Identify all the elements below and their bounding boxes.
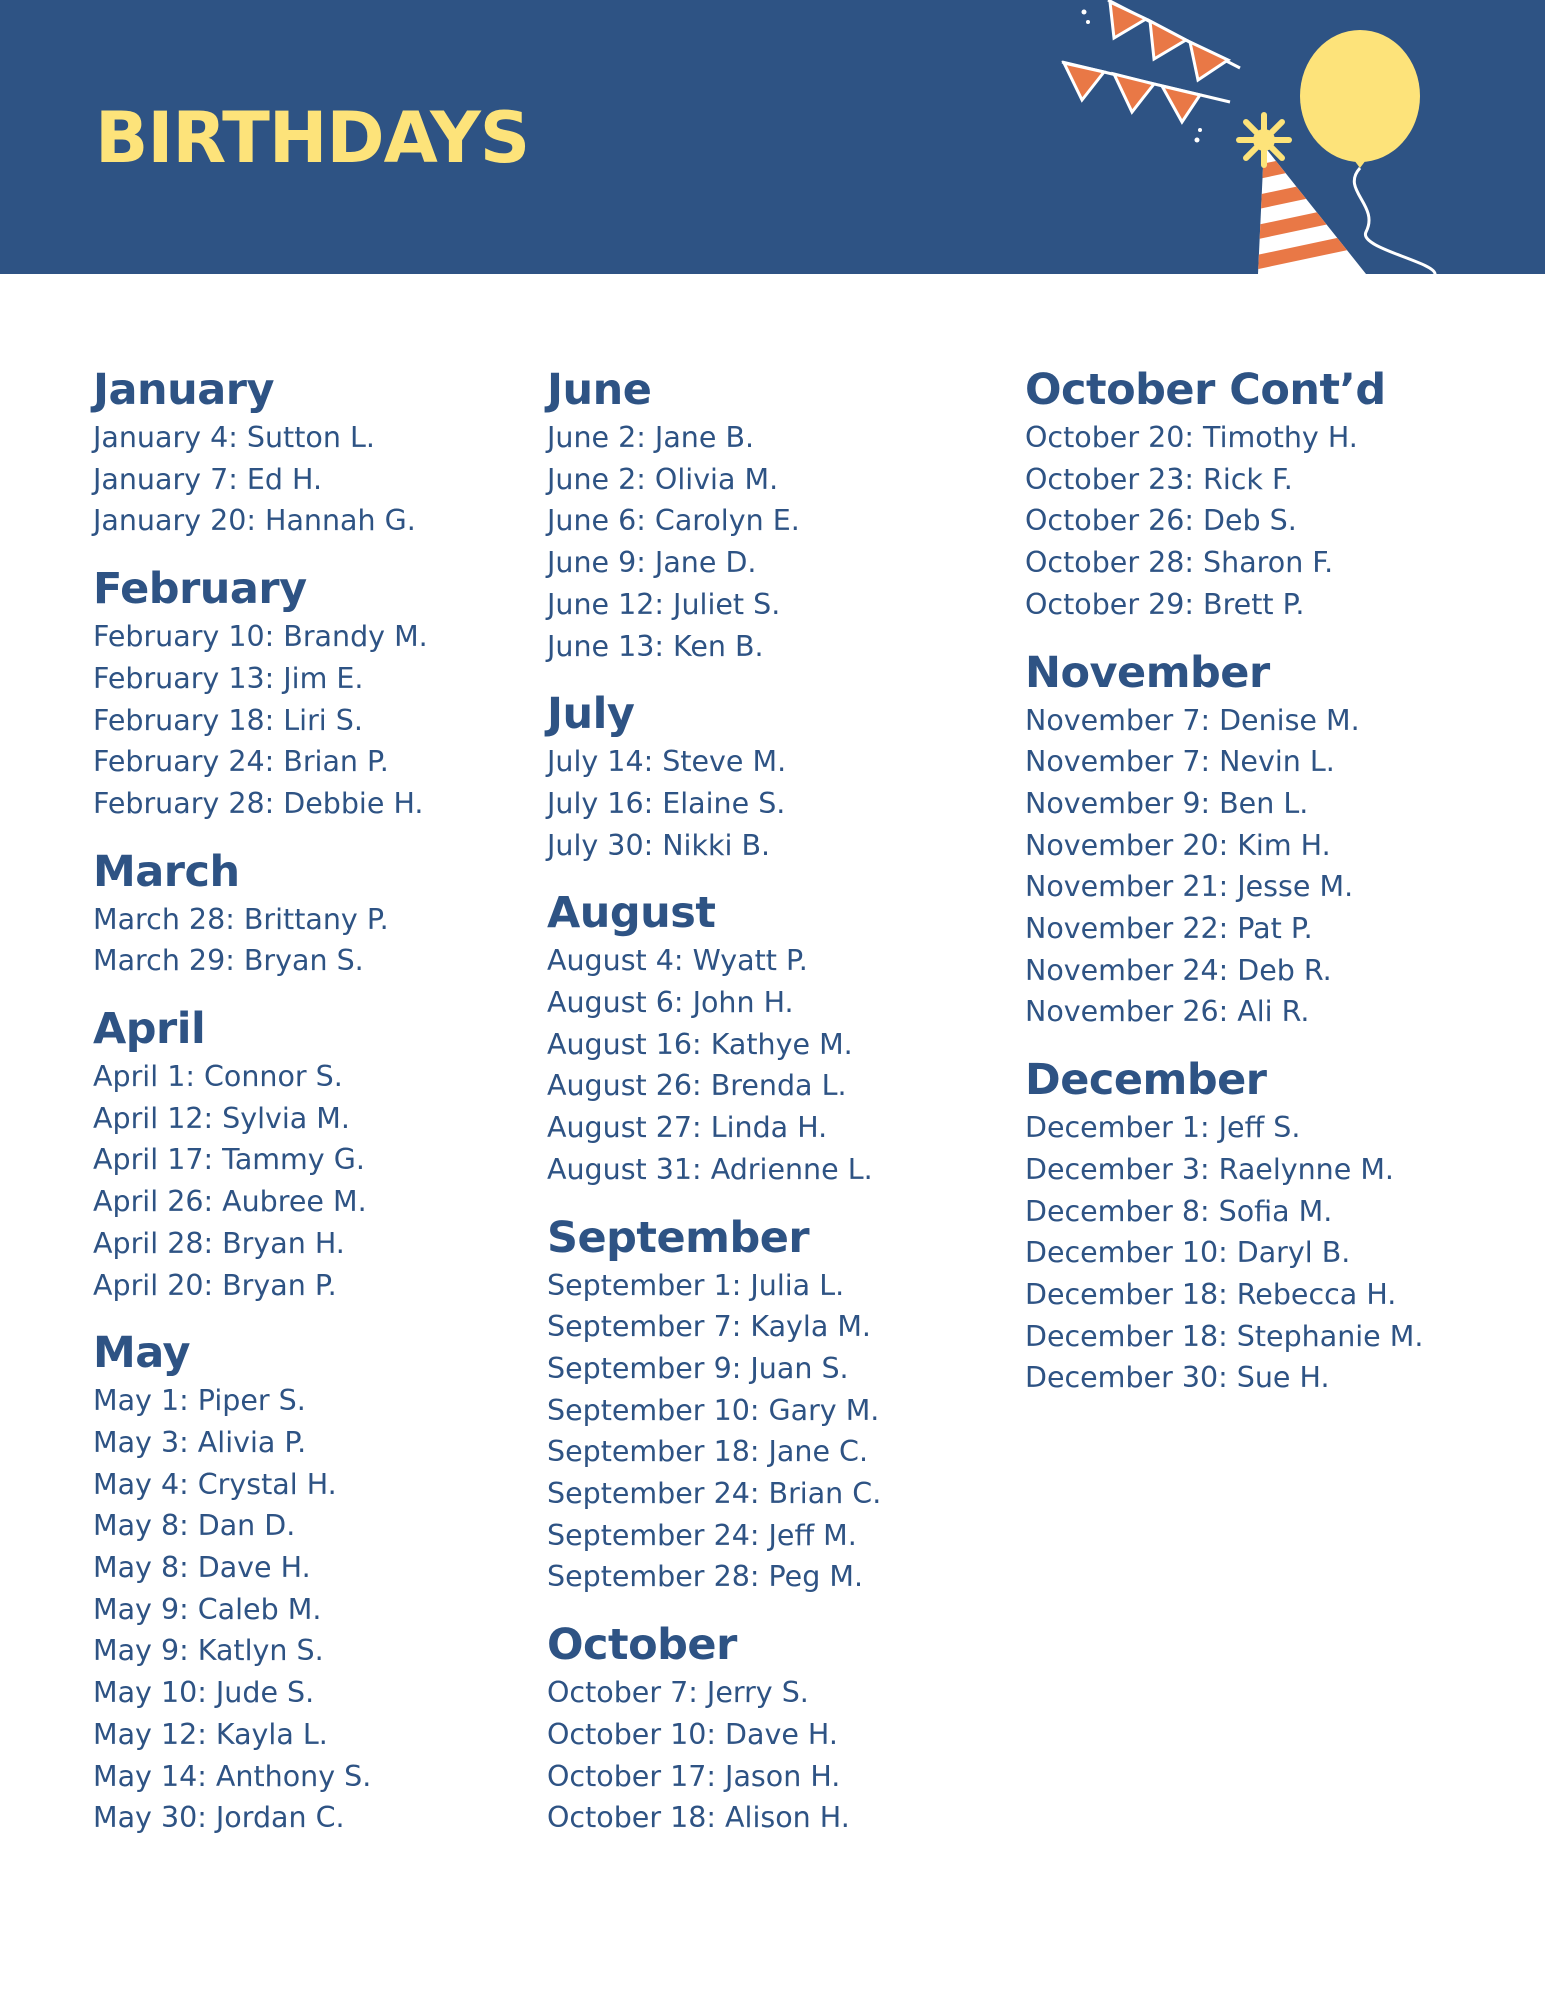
birthday-entry: May 1: Piper S. <box>93 1384 306 1418</box>
birthday-entry: May 30: Jordan C. <box>93 1801 345 1835</box>
birthday-entry: February 10: Brandy M. <box>93 620 428 654</box>
birthday-entry: August 31: Adrienne L. <box>547 1152 873 1186</box>
month-section <box>93 1002 523 1306</box>
birthday-entry: December 18: Rebecca H. <box>1025 1277 1397 1311</box>
birthday-entry: August 6: John H. <box>547 986 794 1020</box>
month-section <box>1025 1053 1525 1399</box>
birthday-entry: June 13: Ken B. <box>547 629 764 663</box>
birthday-entry: October 23: Rick F. <box>1025 462 1293 496</box>
birthday-entry: August 26: Brenda L. <box>547 1069 847 1103</box>
birthday-entry: March 28: Brittany P. <box>93 902 389 936</box>
month-heading: January <box>93 365 274 415</box>
birthday-entry: November 7: Denise M. <box>1025 703 1360 737</box>
month-heading: December <box>1025 1055 1267 1106</box>
month-heading: February <box>93 564 307 615</box>
birthday-entry: April 28: Bryan H. <box>93 1226 345 1260</box>
birthday-entry: December 3: Raelynne M. <box>1025 1152 1394 1186</box>
month-section <box>93 845 523 982</box>
month-heading: July <box>547 689 635 740</box>
month-heading: April <box>93 1004 206 1055</box>
birthday-entry: April 26: Aubree M. <box>93 1185 367 1219</box>
month-heading: August <box>547 888 716 939</box>
birthday-entry: May 12: Kayla L. <box>93 1717 328 1751</box>
month-heading: October <box>547 1620 737 1671</box>
birthday-entry: June 12: Juliet S. <box>547 587 781 621</box>
birthday-entry: July 16: Elaine S. <box>547 786 786 820</box>
birthday-entry: October 17: Jason H. <box>547 1759 841 1793</box>
birthday-entries <box>93 616 523 825</box>
birthday-entry: May 9: Katlyn S. <box>93 1634 324 1668</box>
birthday-entry: June 2: Jane B. <box>547 421 755 454</box>
birthday-entry: May 3: Alivia P. <box>93 1425 307 1459</box>
birthday-entry: November 9: Ben L. <box>1025 786 1309 820</box>
birthday-entry: August 4: Wyatt P. <box>547 944 808 978</box>
birthday-entry: March 29: Bryan S. <box>93 944 364 978</box>
birthday-entry: December 1: Jeff S. <box>1025 1111 1301 1145</box>
birthday-entries <box>93 417 523 542</box>
birthday-entry: December 18: Stephanie M. <box>1025 1319 1424 1353</box>
birthday-entry: May 4: Crystal H. <box>93 1467 337 1501</box>
month-heading: November <box>1025 647 1270 698</box>
column-1 <box>93 363 523 1859</box>
birthday-entry: November 22: Pat P. <box>1025 912 1313 946</box>
column-2 <box>547 363 1007 1859</box>
birthday-entry: May 9: Caleb M. <box>93 1592 322 1626</box>
birthday-entry: October 28: Sharon F. <box>1025 546 1334 580</box>
birthday-entry: September 24: Brian C. <box>547 1477 882 1511</box>
birthday-entry: September 1: Julia L. <box>547 1268 845 1302</box>
month-section <box>547 363 1007 667</box>
birthday-entry: August 16: Kathye M. <box>547 1027 853 1061</box>
birthday-entries <box>547 1672 1007 1839</box>
birthday-entry: October 29: Brett P. <box>1025 587 1305 621</box>
month-heading: September <box>547 1212 810 1263</box>
birthday-entry: April 17: Tammy G. <box>93 1143 365 1177</box>
birthday-entry: September 28: Peg M. <box>547 1560 864 1594</box>
birthday-entry: November 21: Jesse M. <box>1025 870 1354 904</box>
birthday-entries <box>547 741 1007 866</box>
birthday-entry: November 7: Nevin L. <box>1025 745 1335 779</box>
birthday-entries <box>93 1056 523 1306</box>
birthday-entry: May 8: Dave H. <box>93 1551 311 1585</box>
birthday-entry: September 18: Jane C. <box>547 1435 869 1469</box>
month-heading: May <box>93 1328 191 1379</box>
month-heading: October Cont’d <box>1025 365 1386 415</box>
birthday-entry: September 10: Gary M. <box>547 1393 880 1427</box>
birthday-entries <box>547 417 1007 667</box>
party-decoration <box>1040 0 1460 274</box>
birthday-entry: August 27: Linda H. <box>547 1111 828 1145</box>
birthday-entry: April 12: Sylvia M. <box>93 1101 350 1135</box>
birthday-entry: September 9: Juan S. <box>547 1351 849 1385</box>
month-section <box>547 687 1007 866</box>
birthday-entry: January 7: Ed H. <box>93 462 323 496</box>
birthday-entry: October 10: Dave H. <box>547 1717 838 1751</box>
month-section <box>547 1211 1007 1599</box>
birthday-entry: May 14: Anthony S. <box>93 1759 372 1793</box>
birthday-entries <box>1025 1107 1525 1399</box>
birthday-entry: September 24: Jeff M. <box>547 1518 857 1552</box>
month-section <box>93 363 523 542</box>
birthday-entry: November 26: Ali R. <box>1025 995 1310 1029</box>
birthday-entry: September 7: Kayla M. <box>547 1310 871 1344</box>
birthday-entry: April 1: Connor S. <box>93 1060 343 1094</box>
birthday-entry: June 6: Carolyn E. <box>547 504 800 538</box>
birthday-entries <box>93 1380 523 1839</box>
birthday-entries <box>1025 700 1525 1034</box>
birthday-entry: June 2: Olivia M. <box>547 462 779 496</box>
birthday-entry: July 14: Steve M. <box>547 745 787 779</box>
month-section <box>93 562 523 825</box>
month-section <box>1025 646 1525 1034</box>
month-heading: June <box>547 365 652 415</box>
birthday-entries <box>547 940 1007 1190</box>
birthday-entry: December 8: Sofia M. <box>1025 1194 1333 1228</box>
birthday-entry: December 30: Sue H. <box>1025 1361 1330 1395</box>
month-section <box>1025 363 1525 626</box>
birthday-entry: May 10: Jude S. <box>93 1676 315 1710</box>
birthday-entry: June 9: Jane D. <box>547 546 757 580</box>
birthday-entry: February 24: Brian P. <box>93 745 389 779</box>
birthday-entry: October 26: Deb S. <box>1025 504 1297 538</box>
birthday-entries <box>93 899 523 982</box>
birthday-entry: May 8: Dan D. <box>93 1509 296 1543</box>
birthday-entry: October 18: Alison H. <box>547 1801 850 1835</box>
birthday-entry: October 7: Jerry S. <box>547 1676 809 1710</box>
birthday-entry: November 24: Deb R. <box>1025 953 1332 987</box>
birthday-entry: October 20: Timothy H. <box>1025 421 1358 454</box>
birthday-entry: December 10: Daryl B. <box>1025 1236 1351 1270</box>
birthday-entry: July 30: Nikki B. <box>547 828 771 862</box>
birthday-entry: January 20: Hannah G. <box>93 504 416 538</box>
page-title: BIRTHDAYS <box>95 97 530 179</box>
column-3 <box>1025 363 1525 1419</box>
birthday-entry: February 18: Liri S. <box>93 703 363 737</box>
birthday-entries <box>1025 417 1525 626</box>
month-section <box>547 886 1007 1190</box>
month-section <box>93 1326 523 1839</box>
birthday-entry: November 20: Kim H. <box>1025 828 1331 862</box>
birthday-entry: February 13: Jim E. <box>93 661 364 695</box>
birthday-entries <box>547 1265 1007 1599</box>
birthday-entry: April 20: Bryan P. <box>93 1268 337 1302</box>
header-banner <box>0 0 1545 274</box>
birthday-entry: February 28: Debbie H. <box>93 786 424 820</box>
birthday-entry: January 4: Sutton L. <box>93 421 375 454</box>
bunting-flags-icon <box>1062 0 1240 143</box>
month-section <box>547 1618 1007 1839</box>
month-heading: March <box>93 846 240 897</box>
